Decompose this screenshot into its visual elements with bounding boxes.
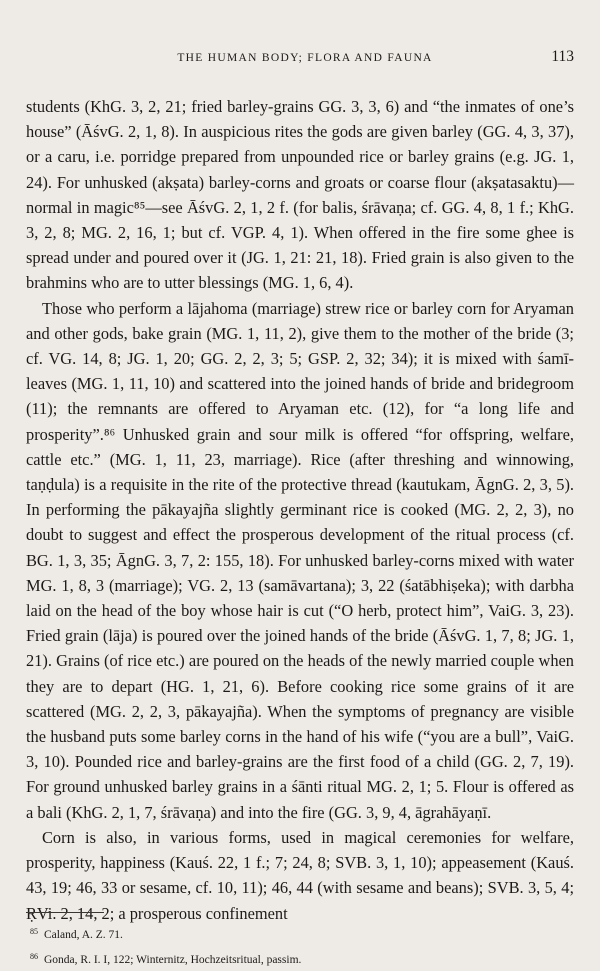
footnotes [30,921,301,971]
paragraph-1: students (KhG. 3, 2, 21; fried barley-grains GG. 3, 3, 6) and “the inmates of one’s house” (ĀśvG. 2, 1, 8). In auspicious rites the gods are given barley (GG. 4, 3, 37), or a caru, i.e. porridge prepared from unpounded rice or barley grains (e.g. JG. 1, 24). For unhusked (akṣata) barley-corns and groats or coarse flour (akṣatasaktu)—normal in magic⁸⁵—see ĀśvG. 2, 1, 2 f. (for balis, śrāvaṇa; cf. GG. 4, 8, 1 f.; KhG. 3, 2, 8; MG. 2, 16, 1; but cf. VGP. 4, 1). When offered in the fire some ghee is spread under and poured over it (JG. 1, 21: 21, 18). Fried grain is also given to the brahmins who are to utter blessings (MG. 1, 6, 4). [26,97,574,293]
paragraph-2: Those who perform a lājahoma (marriage) strew rice or barley corn for Aryaman and other gods, bake grain (MG. 1, 11, 2), give them to the mother of the bride (3; cf. VG. 14, 8; JG. 1, 20; GG. 2, 2, 3; 5; GSP. 2, 32; 34); it is mixed with śamī-leaves (MG. 1, 11, 10) and scattered into the joined hands of bride and bridegroom (11); the remnants are offered to Aryaman etc. (12), for “a long life and prosperity”.⁸⁶ Unhusked grain and sour milk is offered “for offspring, welfare, cattle etc.” (MG. 1, 11, 23, marriage). Rice (after threshing and winnowing, taṇḍula) is a requisite in the rite of the protective thread (kautukam, ĀgnG. 2, 3, 5). In performing the pākayajña slightly germinant rice is cooked (MG. 2, 2, 3), no doubt to suggest and effect the prosperous development of the ritual process (cf. BG. 1, 3, 35; ĀgnG. 3, 7, 2: 155, 18). For unhusked barley-corns mixed with water MG. 1, 8, 3 (marriage); VG. 2, 13 (samāvartana); 3, 22 (śatābhiṣeka); with darbha laid on the head of the boy whose hair is cut (“O herb, protect him”, VaiG. 3, 23). Fried grain (lāja) is poured over the joined hands of the bride (ĀśvG. 1, 7, 8; JG. 1, 21). Grains (of rice etc.) are poured on the heads of the newly married couple when they are to depart (HG. 1, 21, 6). Before cooking rice some grains of it are scattered (MG. 2, 2, 3, pākayajña). When the symptoms of pregnancy are visible the husband puts some barley corns in the hand of his wife (“you are a bull”, VaiG. 3, 10). Pounded rice and barley-grains are the first food of a child (GG. 2, 7, 19). For ground unhusked barley grains in a śānti ritual MG. 2, 1; 5. Flour is offered as a bali (KhG. 2, 1, 7, śrāvaṇa) and into the fire (GG. 3, 9, 4, āgrahāyaṇī. [26,298,574,822]
footnote-divider [26,912,104,913]
footnote-text: Gonda, R. I. I, 122; Winternitz, Hochzeitsritual, passim. [44,954,302,966]
footnote-number: 86 [30,952,38,961]
body-text [26,94,574,926]
paragraph-3: Corn is also, in various forms, used in magical ceremonies for welfare, prosperity, happiness (Kauś. 22, 1 f.; 7; 24, 8; SVB. 3, 1, 10); appeasement (Kauś. 43, 19; 46, 33 or sesame, cf. 10, 11); 46, 44 (with sesame and beans); SVB. 3, 5, 4; ṚVi. 2, 14, 2; a prosperous confinement [26,827,574,923]
page-header [36,48,574,72]
page-number: 113 [551,48,574,65]
running-title: THE HUMAN BODY; FLORA AND FAUNA [177,52,433,64]
footnote-86 [30,946,301,971]
footnote-85 [30,921,301,946]
footnote-text: Caland, A. Z. 71. [44,929,123,941]
footnote-number: 85 [30,927,38,936]
